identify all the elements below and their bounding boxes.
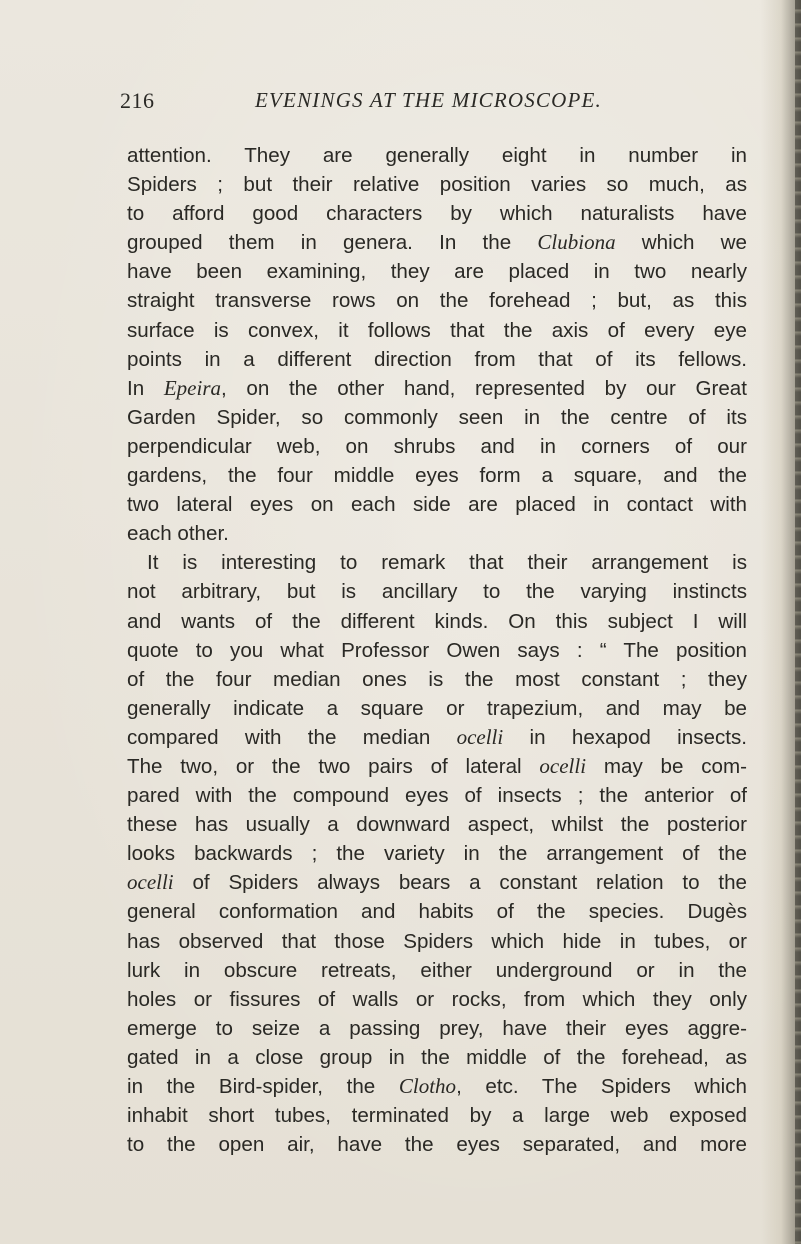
- text-line: inhabit short tubes, terminated by a large web exposed: [127, 1104, 747, 1128]
- text-line: general conformation and habits of the species. Dugès: [127, 900, 747, 924]
- text-line: these has usually a downward aspect, whilst the posterior: [127, 813, 747, 837]
- text-line: Garden Spider, so commonly seen in the centre of its: [127, 405, 747, 429]
- text-line: gardens, the four middle eyes form a square, and the: [127, 464, 747, 488]
- text-line: points in a different direction from that of its fellows.: [127, 347, 747, 371]
- text-line: looks backwards ; the variety in the arrangement of the: [127, 842, 747, 866]
- text-line: has observed that those Spiders which hide in tubes, or: [127, 929, 747, 953]
- italic-term: ocelli: [456, 724, 504, 749]
- italic-term: Clotho: [398, 1074, 457, 1098]
- text-line: not arbitrary, but is ancillary to the varying instincts: [127, 580, 747, 604]
- text-line: two lateral eyes on each side are placed in contact with: [127, 493, 747, 517]
- italic-term: ocelli: [127, 870, 174, 895]
- text-line: emerge to seize a passing prey, have their eyes aggre-: [127, 1016, 747, 1040]
- text-line: surface is convex, it follows that the axis of every eye: [127, 318, 747, 342]
- text-line: of the four median ones is the most constant ; they: [127, 667, 747, 691]
- text-line: straight transverse rows on the forehead ; but, as this: [127, 289, 747, 313]
- text-line: holes or fissures of walls or rocks, from which they only: [127, 987, 747, 1011]
- text-line: perpendicular web, on shrubs and in corners of our: [127, 434, 747, 458]
- italic-term: Clubiona: [537, 230, 616, 255]
- text-line: lurk in obscure retreats, either underground or in the: [127, 958, 747, 982]
- text-line: each other.: [127, 522, 229, 546]
- text-line: grouped them in genera. In the Clubiona which we: [127, 230, 747, 255]
- text-line: The two, or the two pairs of lateral ocelli may be com-: [127, 753, 747, 778]
- text-line: Spiders ; but their relative position varies so much, as: [127, 173, 747, 197]
- running-head: EVENINGS AT THE MICROSCOPE.: [255, 88, 603, 112]
- page-edge: [795, 0, 801, 1244]
- text-line: It is interesting to remark that their arrangement is: [147, 551, 747, 575]
- text-line: to afford good characters by which naturalists have: [127, 202, 747, 226]
- text-line: and wants of the different kinds. On this subject I will: [127, 609, 747, 633]
- text-line: in the Bird-spider, the Clotho, etc. The Spiders which: [127, 1074, 747, 1098]
- page-number: 216: [120, 88, 155, 113]
- text-line: ocelli of Spiders always bears a constant relation to the: [127, 870, 747, 895]
- body-text: [127, 141, 747, 1159]
- text-line: attention. They are generally eight in number in: [127, 144, 747, 167]
- text-line: quote to you what Professor Owen says : “ The position: [127, 638, 747, 662]
- text-line: compared with the median ocelli in hexapod insects.: [127, 724, 747, 749]
- text-line: have been examining, they are placed in two nearly: [127, 260, 747, 284]
- italic-term: ocelli: [539, 753, 587, 778]
- italic-term: Epeira: [163, 375, 221, 400]
- page-header: [120, 88, 740, 118]
- text-line: In Epeira, on the other hand, represented by our Great: [127, 375, 747, 400]
- text-line: pared with the compound eyes of insects ; the anterior of: [127, 784, 747, 808]
- text-line: generally indicate a square or trapezium, and may be: [127, 696, 747, 720]
- text-line: gated in a close group in the middle of the forehead, as: [127, 1045, 747, 1069]
- text-line: to the open air, have the eyes separated, and more: [127, 1133, 747, 1157]
